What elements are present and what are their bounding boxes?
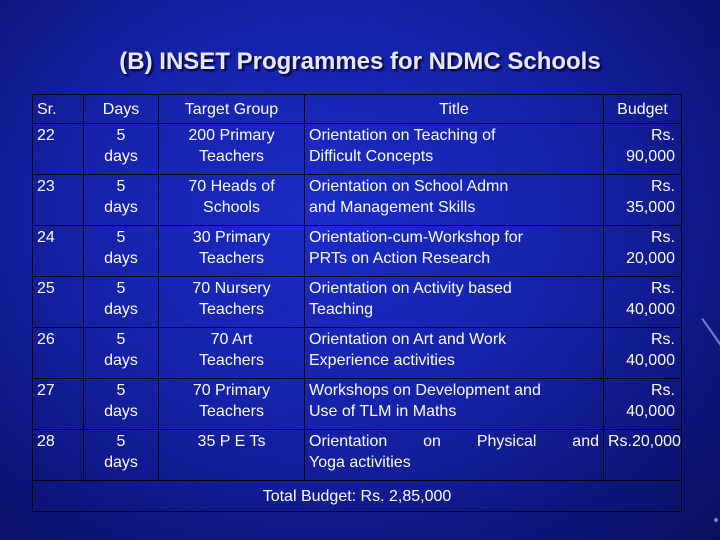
days-number: 5: [116, 229, 126, 246]
cell-title: [305, 226, 604, 277]
sr-value: 24: [37, 229, 55, 246]
title-line-2: Difficult Concepts: [309, 148, 434, 165]
cell-sr: [33, 124, 84, 175]
budget-value: Rs. 20,000: [626, 229, 675, 267]
cell-sr: [33, 379, 84, 430]
title-line-2: PRTs on Action Research: [309, 250, 491, 267]
cell-days: [84, 226, 159, 277]
cell-budget: [604, 328, 682, 379]
target-group-line-1: 70 Primary: [192, 382, 271, 399]
cell-title: [305, 277, 604, 328]
header-title: Title: [305, 95, 604, 124]
budget-value: Rs. 40,000: [626, 280, 675, 318]
target-group-line-1: 30 Primary: [192, 229, 271, 246]
table-row: [33, 328, 682, 379]
total-row: [33, 481, 682, 512]
cell-budget: [604, 175, 682, 226]
sr-value: 23: [37, 178, 55, 195]
cell-budget: [604, 430, 682, 481]
cell-title: [305, 175, 604, 226]
cell-target-group: [159, 430, 305, 481]
budget-value: Rs. 40,000: [626, 382, 675, 420]
inset-programmes-table: [32, 94, 682, 512]
table-row: [33, 379, 682, 430]
cell-sr: [33, 226, 84, 277]
header-sr: Sr.: [33, 95, 84, 124]
sr-value: 28: [37, 433, 55, 450]
title-line-2: and Management Skills: [309, 199, 476, 216]
cell-target-group: [159, 175, 305, 226]
target-group-line-2: Teachers: [199, 403, 264, 420]
header-target-group: Target Group: [159, 95, 305, 124]
cell-days: [84, 277, 159, 328]
cell-sr: [33, 175, 84, 226]
cell-budget: [604, 124, 682, 175]
budget-value: Rs. 40,000: [626, 331, 675, 369]
cell-target-group: [159, 328, 305, 379]
table-row: [33, 175, 682, 226]
cell-title: [305, 328, 604, 379]
days-unit: days: [104, 301, 138, 318]
title-line-2: Experience activities: [309, 352, 455, 369]
target-group-line-1: 70 Art: [210, 331, 253, 348]
title-line-1: Orientation on Physical and: [309, 433, 599, 450]
days-unit: days: [104, 454, 138, 471]
cell-target-group: [159, 124, 305, 175]
header-days: Days: [84, 95, 159, 124]
title-line-2: Use of TLM in Maths: [309, 403, 457, 420]
days-unit: days: [104, 250, 138, 267]
table-row: [33, 430, 682, 481]
target-group-line-2: Teachers: [199, 352, 264, 369]
table-header-row: [33, 95, 682, 124]
cell-days: [84, 175, 159, 226]
cell-sr: [33, 277, 84, 328]
cell-days: [84, 328, 159, 379]
target-group-line-1: 200 Primary: [188, 127, 275, 144]
cell-days: [84, 430, 159, 481]
title-line-1: Workshops on Development and: [309, 382, 541, 399]
target-group-line-1: 70 Heads of: [188, 178, 275, 195]
cell-budget: [604, 277, 682, 328]
title-line-1: Orientation on Art and Work: [309, 331, 507, 348]
cell-days: [84, 379, 159, 430]
budget-value: Rs. 35,000: [626, 178, 675, 216]
decorative-line: [701, 318, 720, 352]
target-group-line-1: 70 Nursery: [192, 280, 271, 297]
title-line-1: Orientation on Teaching of: [309, 127, 496, 144]
cell-title: [305, 379, 604, 430]
days-number: 5: [116, 433, 126, 450]
days-number: 5: [116, 382, 126, 399]
cell-title: [305, 430, 604, 481]
sr-value: 22: [37, 127, 55, 144]
days-number: 5: [116, 280, 126, 297]
cell-budget: [604, 226, 682, 277]
target-group-line-2: Teachers: [199, 250, 264, 267]
cell-target-group: [159, 226, 305, 277]
sr-value: 27: [37, 382, 55, 399]
budget-value: Rs.20,000: [608, 433, 681, 450]
header-budget: Budget: [604, 95, 682, 124]
target-group-line-2: Schools: [203, 199, 260, 216]
days-number: 5: [116, 127, 126, 144]
target-group-line-2: Teachers: [199, 148, 264, 165]
table-row: [33, 226, 682, 277]
total-budget: Total Budget: Rs. 2,85,000: [33, 481, 682, 512]
title-line-2: Teaching: [309, 301, 374, 318]
cell-days: [84, 124, 159, 175]
title-line-1: Orientation on School Admn: [309, 178, 509, 195]
days-unit: days: [104, 199, 138, 216]
title-line-1: Orientation on Activity based: [309, 280, 512, 297]
cell-target-group: [159, 277, 305, 328]
decorative-dot: [714, 518, 718, 522]
cell-budget: [604, 379, 682, 430]
days-unit: days: [104, 352, 138, 369]
cell-sr: [33, 328, 84, 379]
cell-sr: [33, 430, 84, 481]
target-group-line-1: 35 P E Ts: [197, 433, 266, 450]
target-group-line-2: Teachers: [199, 301, 264, 318]
slide-title: (B) INSET Programmes for NDMC Schools: [119, 48, 601, 75]
table-row: [33, 124, 682, 175]
days-unit: days: [104, 148, 138, 165]
cell-target-group: [159, 379, 305, 430]
table-row: [33, 277, 682, 328]
title-line-1: Orientation-cum-Workshop for: [309, 229, 523, 246]
budget-value: Rs. 90,000: [626, 127, 675, 165]
days-number: 5: [116, 331, 126, 348]
sr-value: 25: [37, 280, 55, 297]
sr-value: 26: [37, 331, 55, 348]
cell-title: [305, 124, 604, 175]
days-number: 5: [116, 178, 126, 195]
title-line-2: Yoga activities: [309, 454, 411, 471]
days-unit: days: [104, 403, 138, 420]
